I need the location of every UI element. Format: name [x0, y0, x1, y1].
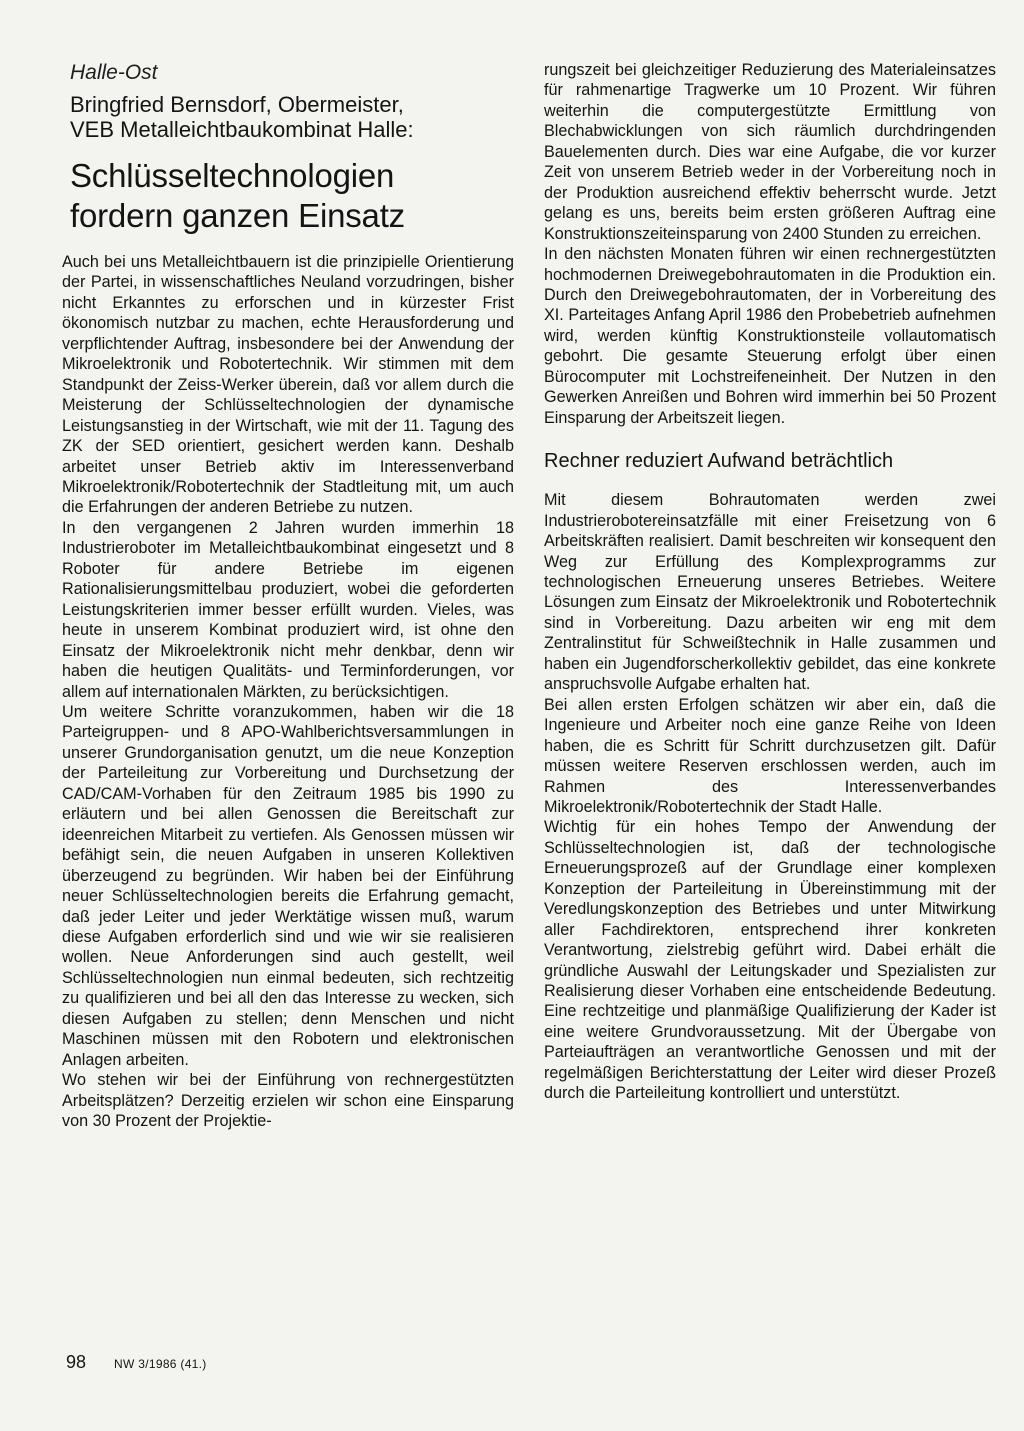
body-paragraph: Wo stehen wir bei der Einführung von rechnergestützten Arbeitsplätzen? Derzeitig erzielen wir schon eine Einsparung von 30 Prozent der Projektie- — [62, 1071, 514, 1131]
headline-line: fordern ganzen Einsatz — [70, 197, 405, 234]
body-paragraph: Auch bei uns Metalleichtbauern ist die prinzipielle Orientierung der Partei, in wissenschaftliches Neuland vorzudringen, bisher nicht Erkanntes zu erforschen und in kürzester Frist ökonomisch nutzbar zu machen, echte Herausforderung und verpflichtender Auftrag, insbesondere bei der Anwendung der Mikroelektronik und Robotertechnik. Wir stimmen mit dem Standpunkt der Zeiss-Werker überein, daß vor allem durch die Meisterung der Schlüsseltechnologien der dynamische Leistungsanstieg in der Wirtschaft, wie mit der 11. Tagung des ZK der SED orientiert, gesichert werden kann. Deshalb arbeitet unser Betrieb aktiv im Interessenverband Mikroelektronik/Robotertechnik der Stadtleitung mit, um auch die Erfahrungen der anderen Betriebe zu nutzen. — [62, 253, 514, 517]
body-paragraph: In den nächsten Monaten führen wir einen rechnergestützten hochmodernen Dreiwegebohrautomaten in die Produktion ein. Durch den Dreiwegebohrautomaten, der in Vorbereitung des XI. Parteitages Anfang April 1986 den Probebetrieb aufnehmen wird, werden künftig Konstruktionsteile vollautomatisch gebohrt. Die gesamte Steuerung erfolgt über einen Bürocomputer mit Lochstreifeneinheit. Der Nutzen in den Gewerken Anreißen und Bohren wird immerhin bei 50 Prozent Einsparung der Arbeitszeit liegen. — [544, 245, 996, 427]
body-paragraph: In den vergangenen 2 Jahren wurden immerhin 18 Industrieroboter im Metalleichtbaukombinat eingesetzt und 8 Roboter für andere Betriebe im eigenen Rationalisierungsmittelbau produziert, wobei die geforderten Leistungskriterien immer besser erfüllt wurden. Vieles, was heute in unserem Kombinat produziert wird, ist ohne den Einsatz der Mikroelektronik nicht mehr denkbar, denn wir haben die heutigen Qualitäts- und Terminforderungen, vor allem auf internationalen Märkten, zu berücksichtigen. — [62, 518, 514, 701]
headline-line: Schlüsseltechnologien — [70, 157, 395, 194]
article-headline — [70, 156, 514, 236]
page-footer — [66, 1352, 207, 1373]
right-column — [544, 60, 996, 1104]
left-body-text — [62, 252, 514, 1131]
author-line: VEB Metalleichtbaukombinat Halle: — [70, 117, 414, 142]
body-paragraph: Mit diesem Bohrautomaten werden zwei Industrierobotereinsatzfälle mit einer Freisetzung von 6 Arbeitskräften realisiert. Damit beschreiten wir konsequent den Weg zur Erfüllung des Komplexprogramms zur technologischen Erneuerung unseres Betriebes. Weitere Lösungen zum Einsatz der Mikroelektronik und Robotertechnik sind in Vorbereitung. Dazu arbeiten wir eng mit dem Zentralinstitut für Schweißtechnik in Halle zusammen und haben ein Jugendforscherkollektiv gebildet, das eine konkrete anspruchsvolle Aufgabe erhalten hat. — [544, 491, 996, 694]
right-body-text-top — [544, 60, 996, 428]
author-byline — [70, 92, 514, 142]
body-paragraph: Wichtig für ein hohes Tempo der Anwendung der Schlüsseltechnologien ist, daß der technologische Erneuerungsprozeß auf der Grundlage einer komplexen Konzeption der Parteileitung in Übereinstimmung mit der Veredlungskonzeption des Betriebes und unter Mitwirkung aller Fachdirektoren, entsprechend ihrer konkreten Verantwortung, zielstrebig geführt wird. Dabei erhält die gründliche Auswahl der Leitungskader und Spezialisten zur Realisierung dieser Vorhaben eine entscheidende Bedeutung. Eine rechtzeitige und planmäßige Qualifizierung der Kader ist eine weitere Grundvoraussetzung. Mit der Übergabe von Parteiaufträgen an verantwortliche Genossen und mit der regelmäßigen Berichterstattung der Leiter wird dieser Prozeß durch die Parteileitung kontrolliert und unterstützt. — [544, 818, 996, 1103]
author-line: Bringfried Bernsdorf, Obermeister, — [70, 92, 404, 117]
region-label: Halle-Ost — [70, 61, 158, 84]
body-paragraph: Um weitere Schritte voranzukommen, haben wir die 18 Parteigruppen- und 8 APO-Wahlberichtsversammlungen in unserer Grundorganisation genutzt, um die neue Konzeption der Parteileitung zur Vorbereitung und Durchsetzung der CAD/CAM-Vorhaben für den Zeitraum 1985 bis 1990 zu erläutern und bei allen Genossen die Bereitschaft zur ideenreichen Mitarbeit zu vertiefen. Als Genossen müssen wir befähigt sein, die neuen Aufgaben in unseren Kollektiven überzeugend zu begründen. Wir haben bei der Einführung neuer Schlüsseltechnologien bereits die Erfahrung gemacht, daß jeder Leiter und jeder Werktätige wissen muß, warum diese Aufgaben erforderlich sind und wie wir sie realisieren wollen. Neue Anforderungen sind auch gestellt, weil Schlüsseltechnologien nun einmal bedeuten, sich rechtzeitig zu qualifizieren und bei all den das Interesse zu wecken, sich diesen Aufgaben zu stellen; denn Menschen und nicht Maschinen müssen mit den Robotern und elektronischen Anlagen arbeiten. — [62, 702, 514, 1069]
page-number: 98 — [66, 1352, 87, 1372]
right-body-text-bottom — [544, 490, 996, 1104]
section-subheading: Rechner reduziert Aufwand beträchtlich — [544, 450, 894, 473]
body-paragraph: Bei allen ersten Erfolgen schätzen wir aber ein, daß die Ingenieure und Arbeiter noch eine ganze Reihe von Ideen haben, die es Schritt für Schritt durchzusetzen gilt. Dafür müssen weitere Reserven erschlossen werden, auch im Rahmen des Interessenverbandes Mikroelektronik/Robotertechnik der Stadt Halle. — [544, 695, 996, 816]
body-paragraph: rungszeit bei gleichzeitiger Reduzierung des Materialeinsatzes für rahmenartige Tragwerke um 10 Prozent. Wir führen weiterhin die computergestützte Ermittlung von Blechabwicklungen von sich räumlich durchdringenden Bauelementen durch. Dies war eine Aufgabe, die vor kurzer Zeit von unserem Betrieb weder in der Vorbereitung noch in der Produktion ausreichend effektiv beherrscht wurde. Jetzt gelang es uns, bereits beim ersten größeren Auftrag eine Konstruktionszeiteinsparung von 2400 Stunden zu erreichen. — [544, 61, 996, 243]
left-column — [62, 60, 514, 1131]
issue-label: NW 3/1986 (41.) — [114, 1357, 207, 1371]
